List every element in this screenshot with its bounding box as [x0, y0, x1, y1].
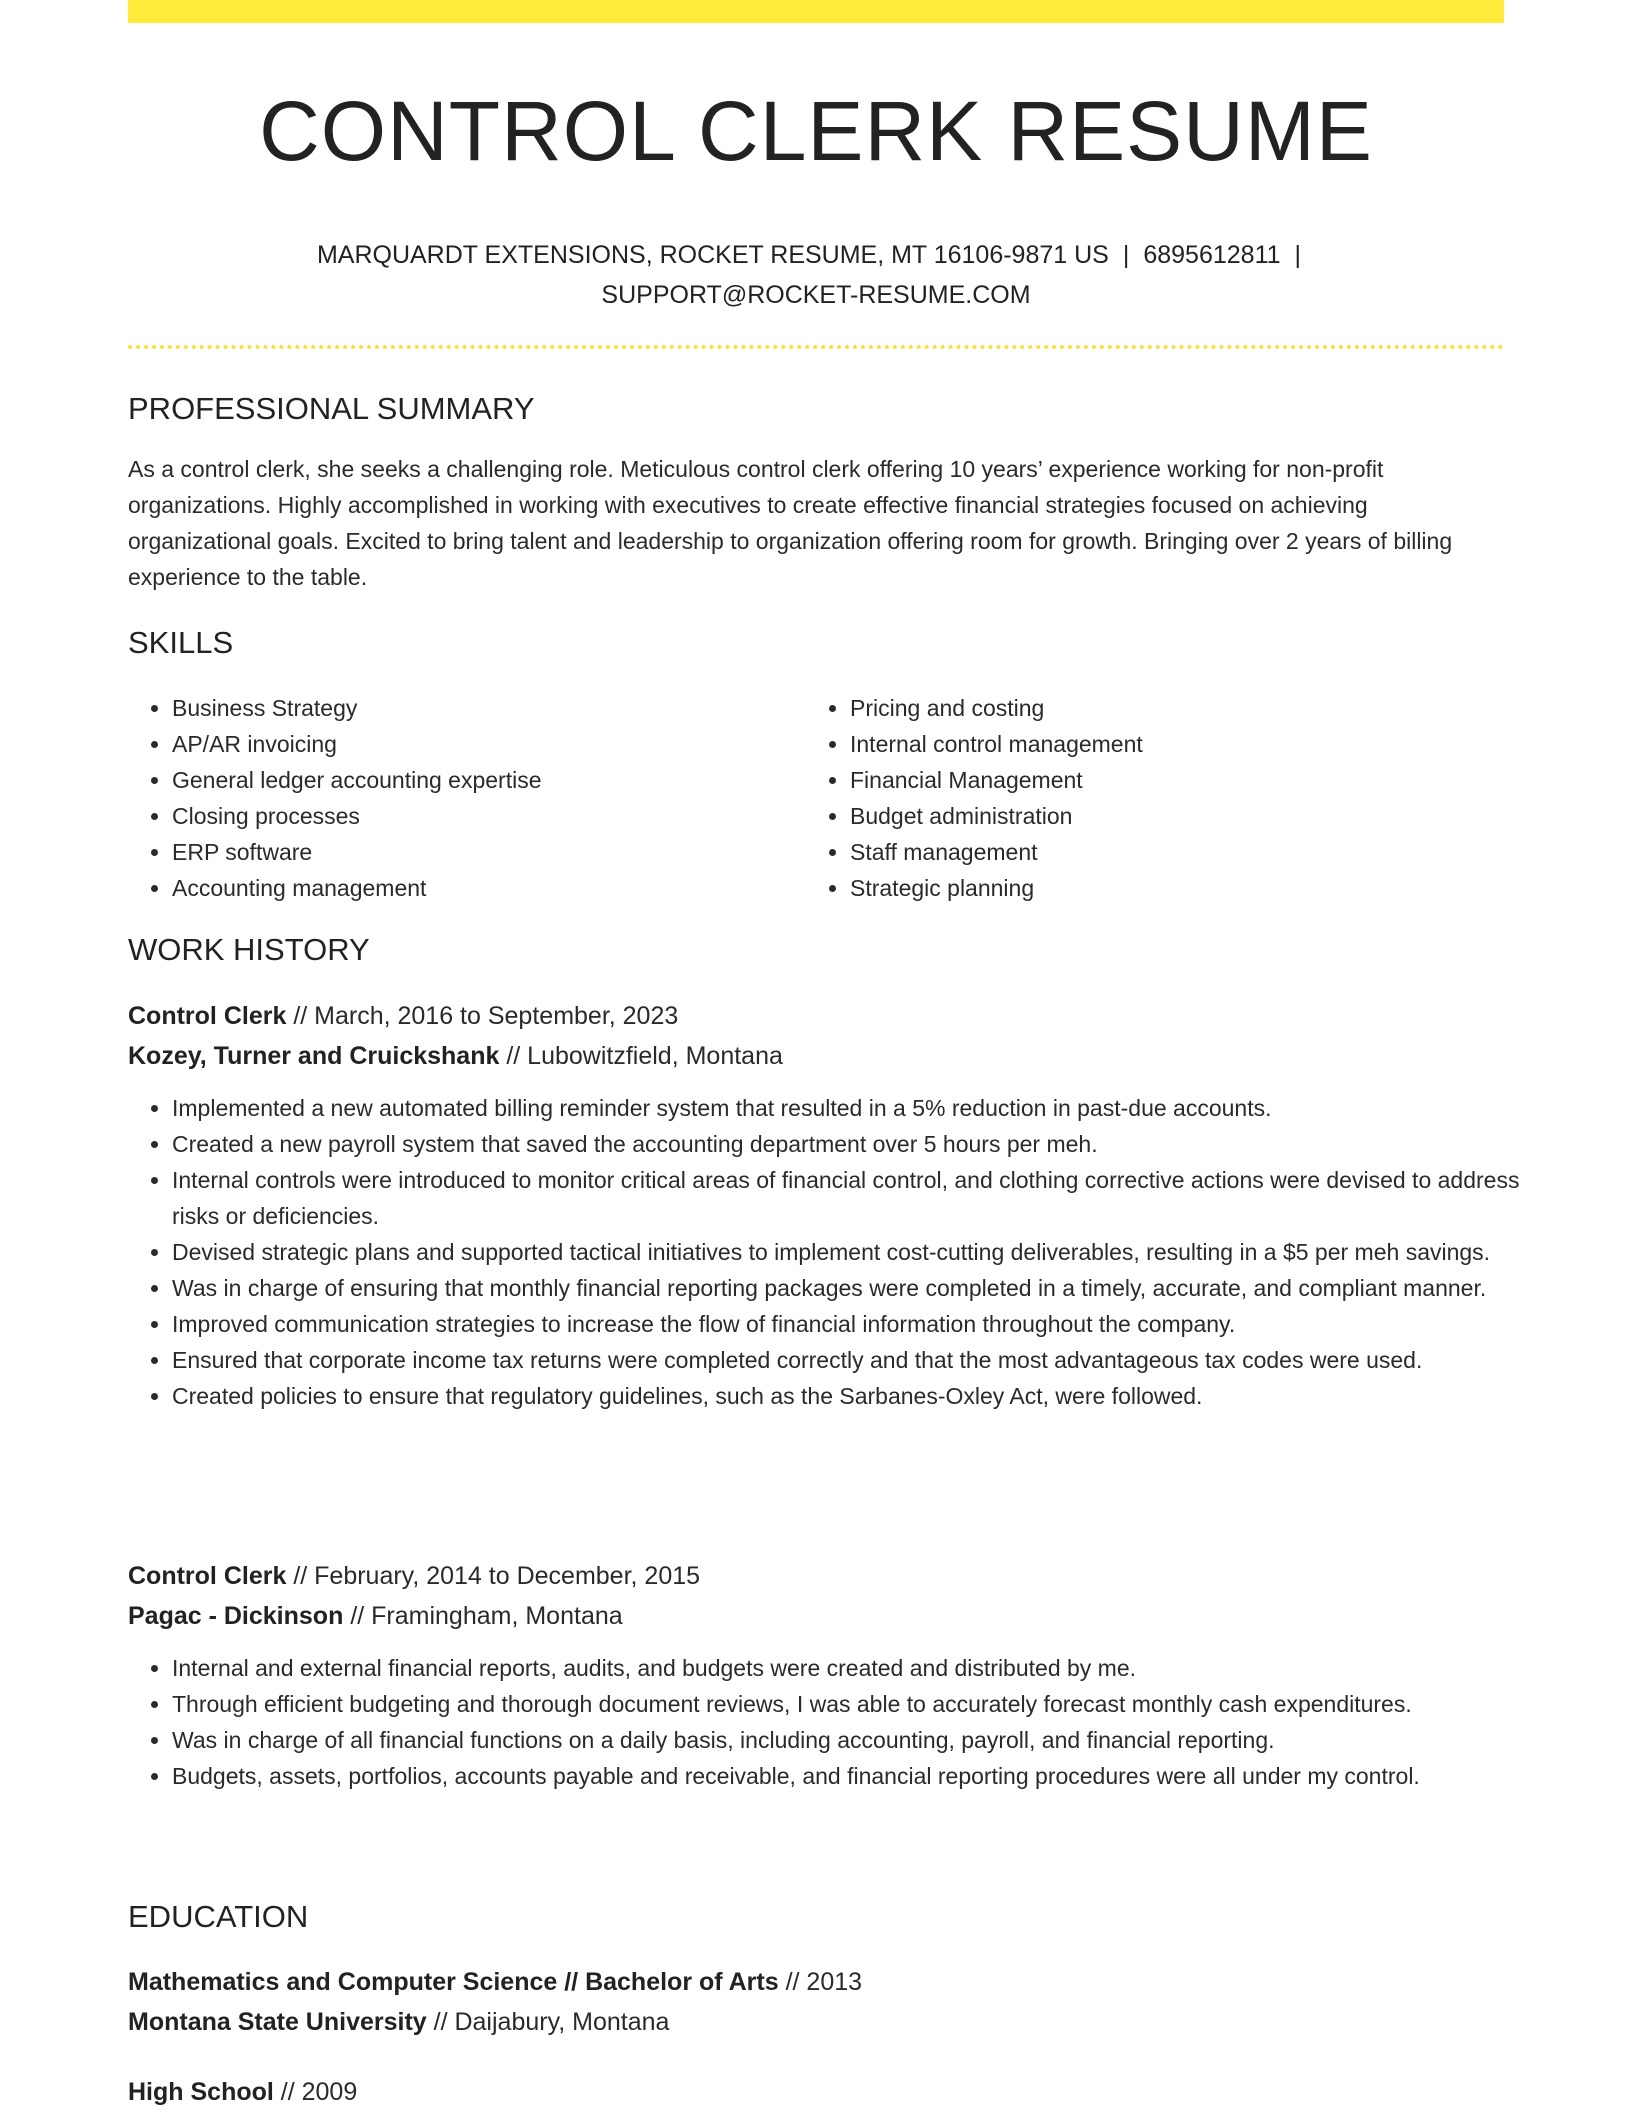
contact-phone: 6895612811: [1143, 241, 1281, 269]
job-company-line: [128, 1036, 1504, 1076]
job-bullet: • Through efficient budgeting and thorough document reviews, I was able to accurately forecast monthly cash expenditures.: [172, 1686, 1548, 1722]
job-title-line: [128, 996, 1504, 1036]
job-title-line: [128, 1556, 1504, 1596]
education-location: // Daijabury, Montana: [433, 2008, 670, 2036]
job-bullets: [128, 1090, 1548, 1414]
skills-list-right: [806, 690, 1490, 906]
skills-heading: SKILLS: [128, 625, 234, 660]
work-history-heading: WORK HISTORY: [128, 932, 370, 967]
education-school: Montana State University: [128, 2008, 427, 2036]
job-role: Control Clerk: [128, 1562, 287, 1590]
job-location: // Framingham, Montana: [350, 1602, 623, 1630]
job-bullet: • Ensured that corporate income tax returns were completed correctly and that the most advantageous tax codes were used.: [172, 1342, 1548, 1378]
job-bullet: • Was in charge of all financial functions on a daily basis, including accounting, payroll, and financial reporting.: [172, 1722, 1548, 1758]
skill-item: • Financial Management: [850, 762, 1490, 798]
education-degree-line: [128, 2072, 1504, 2112]
contact-email: SUPPORT@ROCKET-RESUME.COM: [601, 281, 1031, 309]
job-bullet: • Internal controls were introduced to monitor critical areas of financial control, and clothing corrective actions were devised to address risks or deficiencies.: [172, 1162, 1548, 1234]
job-role: Control Clerk: [128, 1002, 287, 1030]
education-year: // 2009: [280, 2078, 358, 2106]
job-bullets: [128, 1650, 1548, 1794]
skill-item: • Staff management: [850, 834, 1490, 870]
skill-item: • Pricing and costing: [850, 690, 1490, 726]
education-year: // 2013: [785, 1968, 863, 1996]
education-degree: Mathematics and Computer Science // Bachelor of Arts: [128, 1968, 779, 1996]
resume-title: CONTROL CLERK RESUME: [259, 84, 1373, 178]
job-bullet: • Created policies to ensure that regulatory guidelines, such as the Sarbanes-Oxley Act, were followed.: [172, 1378, 1548, 1414]
skill-item: • Strategic planning: [850, 870, 1490, 906]
job-company: Kozey, Turner and Cruickshank: [128, 1042, 500, 1070]
job-bullet: • Implemented a new automated billing reminder system that resulted in a 5% reduction in past-due accounts.: [172, 1090, 1548, 1126]
job-bullet: • Internal and external financial reports, audits, and budgets were created and distributed by me.: [172, 1650, 1548, 1686]
skill-item: • Budget administration: [850, 798, 1490, 834]
job-dates: // February, 2014 to December, 2015: [293, 1562, 701, 1590]
job-bullet: • Budgets, assets, portfolios, accounts payable and receivable, and financial reporting procedures were all under my control.: [172, 1758, 1548, 1794]
contact-address: MARQUARDT EXTENSIONS, ROCKET RESUME, MT 16106-9871 US: [316, 241, 1109, 269]
job-company-line: [128, 1596, 1504, 1636]
job-bullet: • Was in charge of ensuring that monthly financial reporting packages were completed in a timely, accurate, and compliant manner.: [172, 1270, 1548, 1306]
job-bullet: • Devised strategic plans and supported tactical initiatives to implement cost-cutting deliverables, resulting in a $5 per meh savings.: [172, 1234, 1548, 1270]
skill-item: • Accounting management: [172, 870, 812, 906]
skill-item: • Closing processes: [172, 798, 812, 834]
education-degree: High School: [128, 2078, 274, 2106]
contact-separator: |: [1294, 241, 1302, 269]
skill-item: • Business Strategy: [172, 690, 812, 726]
job-bullet: • Improved communication strategies to increase the flow of financial information throughout the company.: [172, 1306, 1548, 1342]
skill-item: • ERP software: [172, 834, 812, 870]
summary-heading: PROFESSIONAL SUMMARY: [128, 391, 535, 426]
education-school-line: [128, 2002, 1504, 2042]
skills-list-left: [128, 690, 812, 906]
job-bullet: • Created a new payroll system that saved the accounting department over 5 hours per meh.: [172, 1126, 1548, 1162]
education-degree-line: [128, 1962, 1504, 2002]
skill-item: • Internal control management: [850, 726, 1490, 762]
summary-text: As a control clerk, she seeks a challenging role. Meticulous control clerk offering 10 years’ experience working for non-profit organizations. Highly accomplished in working with executives to create effective financial strategies focused on achieving organizational goals. Excited to bring talent and leadership to organization offering room for growth. Bringing over 2 years of billing experience to the table.: [128, 456, 1453, 590]
contact-info: [128, 235, 1504, 315]
skill-item: • AP/AR invoicing: [172, 726, 812, 762]
job-dates: // March, 2016 to September, 2023: [293, 1002, 679, 1030]
contact-separator: |: [1122, 241, 1130, 269]
header-divider: [128, 345, 1504, 349]
accent-bar: [128, 0, 1504, 23]
education-heading: EDUCATION: [128, 1899, 309, 1934]
skill-item: • General ledger accounting expertise: [172, 762, 812, 798]
job-location: // Lubowitzfield, Montana: [506, 1042, 783, 1070]
job-company: Pagac - Dickinson: [128, 1602, 344, 1630]
